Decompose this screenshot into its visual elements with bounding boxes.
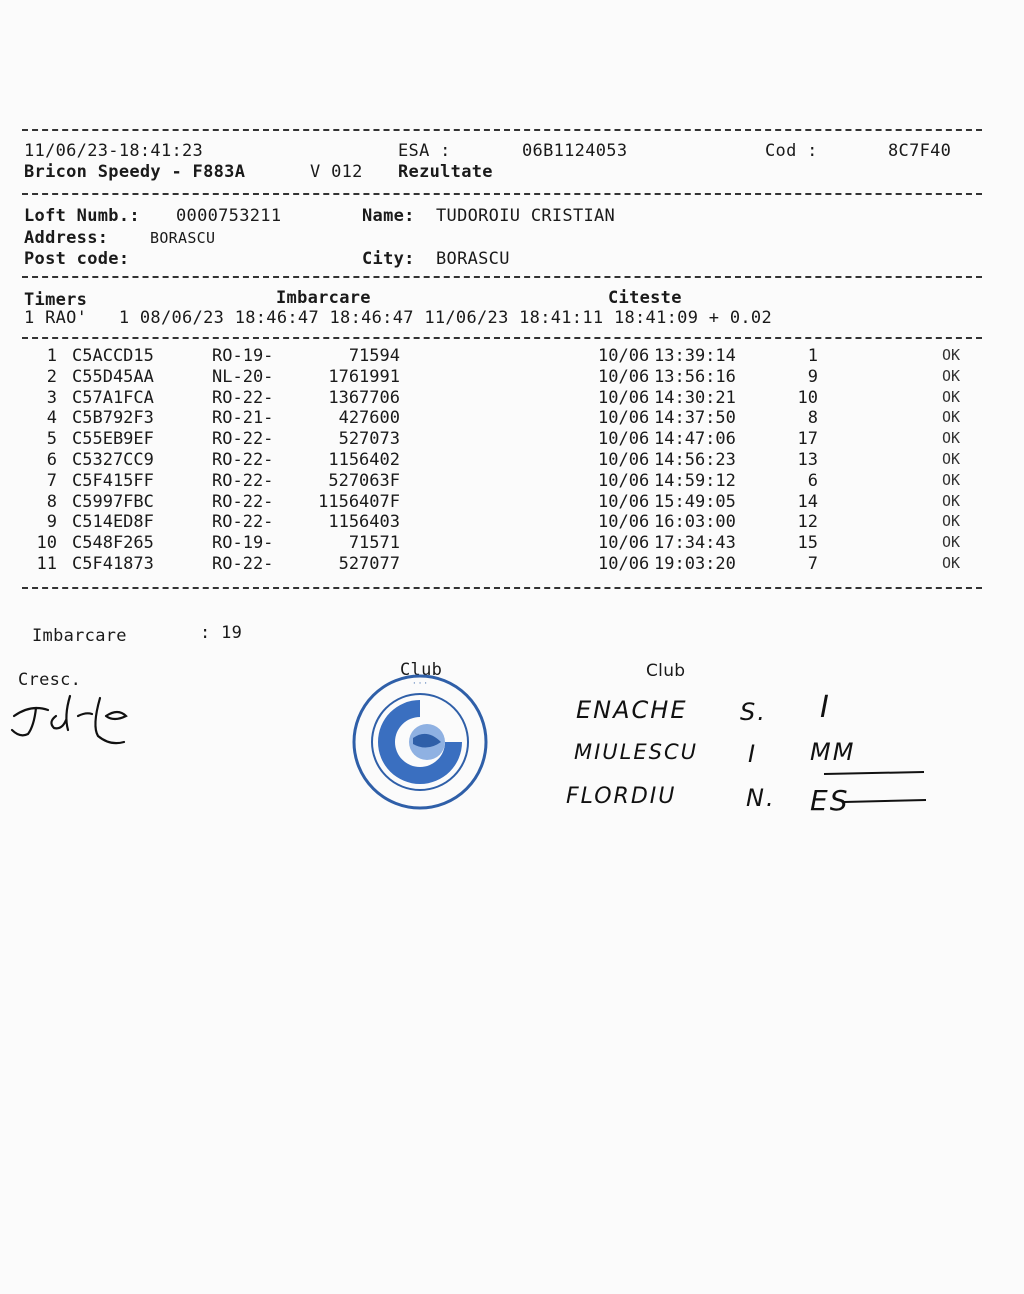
cell-country: RO-22- [212, 554, 274, 574]
member-signature: ES [810, 784, 850, 817]
cell-time: 14:59:12 [654, 470, 736, 491]
cell-n: 3 [46, 387, 57, 408]
cell-date: 10/06 [598, 512, 650, 533]
table-row [0, 471, 1024, 492]
cell-time: 14:30:21 [654, 387, 736, 408]
table-row [0, 533, 1024, 554]
member-initial: S. [740, 698, 767, 726]
cell-status: OK [942, 491, 961, 510]
name-label: Name: [362, 206, 415, 226]
table-row [0, 450, 1024, 471]
divider [22, 276, 982, 278]
table-row [0, 512, 1024, 533]
table-row [0, 429, 1024, 450]
cell-n: 7 [46, 470, 57, 491]
cell-ring: 527077 [338, 554, 400, 574]
cell-chip: C57A1FCA [72, 387, 154, 408]
device-name: Bricon Speedy - F883A [24, 162, 246, 182]
cell-country: RO-22- [212, 387, 274, 408]
cell-chip: C5F41873 [72, 554, 154, 574]
cell-country: RO-22- [212, 491, 274, 512]
member-initial: N. [746, 784, 776, 812]
city-label: City: [362, 249, 415, 269]
cell-ring: 1156407F [318, 491, 400, 512]
member-name: ENACHE [576, 696, 688, 724]
cell-chip: C5B792F3 [72, 408, 154, 429]
name-value: TUDOROIU CRISTIAN [436, 206, 616, 226]
cell-pos: 7 [807, 554, 818, 574]
cell-chip: C548F265 [72, 533, 154, 554]
cell-status: OK [942, 533, 961, 552]
member-name: MIULESCU [574, 740, 699, 764]
cell-ring: 427600 [338, 408, 400, 429]
cell-country: RO-22- [212, 470, 274, 491]
cell-date: 10/06 [598, 429, 650, 450]
cell-time: 15:49:05 [654, 491, 736, 512]
table-row [0, 346, 1024, 367]
timer-line: 1 RAO' 1 08/06/23 18:46:47 18:46:47 11/06/23 18:41:11 18:41:09 + 0.02 [24, 308, 772, 328]
member-initial: I [748, 740, 758, 768]
table-row [0, 554, 1024, 575]
esa-label: ESA : [398, 141, 451, 161]
report-mode: Rezultate [398, 162, 493, 182]
svg-text:· · ·: · · · [412, 679, 428, 689]
loft-numb-label: Loft Numb.: [24, 206, 140, 226]
cell-date: 10/06 [598, 554, 650, 574]
cell-date: 10/06 [598, 450, 650, 470]
member-signature: I [820, 690, 831, 725]
cell-time: 17:34:43 [654, 533, 736, 554]
cell-time: 14:47:06 [654, 429, 736, 450]
cell-status: OK [942, 450, 961, 468]
table-row [0, 367, 1024, 388]
cell-time: 19:03:20 [654, 554, 736, 574]
imbarcare-total-value: : 19 [200, 623, 243, 643]
city-value: BORASCU [436, 249, 510, 269]
cell-pos: 17 [797, 429, 818, 450]
breeder-signature [6, 686, 136, 756]
cell-n: 11 [36, 554, 57, 574]
cod-label: Cod : [765, 141, 818, 161]
cell-date: 10/06 [598, 346, 650, 366]
cell-date: 10/06 [598, 366, 650, 387]
cell-chip: C55EB9EF [72, 429, 154, 450]
address-value: BORASCU [150, 229, 216, 247]
cell-ring: 527073 [338, 429, 400, 450]
cell-n: 6 [46, 450, 57, 470]
cell-date: 10/06 [598, 408, 650, 429]
citeste-header: Citeste [608, 288, 682, 308]
cell-chip: C5F415FF [72, 470, 154, 491]
divider [22, 587, 982, 589]
divider [22, 337, 982, 339]
loft-numb-value: 0000753211 [176, 206, 282, 226]
cell-time: 13:39:14 [654, 346, 736, 366]
cell-n: 2 [46, 366, 57, 387]
cell-pos: 1 [807, 346, 818, 366]
cell-time: 14:56:23 [654, 450, 736, 470]
esa-value: 06B1124053 [522, 141, 628, 161]
cell-country: RO-19- [212, 533, 274, 554]
cell-ring: 1156402 [328, 450, 400, 470]
cell-country: RO-22- [212, 512, 274, 533]
cell-pos: 14 [797, 491, 818, 512]
cod-value: 8C7F40 [888, 141, 952, 161]
cell-date: 10/06 [598, 470, 650, 491]
cell-ring: 1156403 [328, 512, 400, 533]
cell-status: OK [942, 429, 961, 448]
member-signature: MM [810, 738, 856, 766]
cell-status: OK [942, 366, 961, 385]
cell-pos: 12 [797, 512, 818, 533]
member-name: FLORDIU [566, 784, 677, 809]
timers-label: Timers [24, 290, 88, 310]
cell-status: OK [942, 470, 961, 489]
cell-chip: C5ACCD15 [72, 346, 154, 366]
cell-status: OK [942, 408, 961, 427]
cell-country: RO-22- [212, 429, 274, 450]
device-version: V 012 [310, 162, 363, 182]
cell-time: 14:37:50 [654, 408, 736, 429]
table-row [0, 408, 1024, 429]
cell-country: RO-19- [212, 346, 274, 366]
cell-country: RO-22- [212, 450, 274, 470]
club-label: Club [646, 661, 686, 681]
cell-ring: 1367706 [328, 387, 400, 408]
club-stamp [345, 672, 495, 812]
table-row [0, 388, 1024, 409]
cell-country: NL-20- [212, 366, 274, 387]
cell-status: OK [942, 387, 961, 406]
cell-ring: 1761991 [328, 366, 400, 387]
postcode-label: Post code: [24, 249, 130, 269]
cell-time: 16:03:00 [654, 512, 736, 533]
cell-pos: 9 [807, 366, 818, 387]
cell-chip: C5327CC9 [72, 450, 154, 470]
cell-pos: 10 [797, 387, 818, 408]
cell-n: 1 [46, 346, 57, 366]
address-label: Address: [24, 228, 109, 248]
cell-n: 5 [46, 429, 57, 450]
cell-pos: 6 [807, 470, 818, 491]
stamp-club-label: Club [400, 660, 443, 680]
cell-time: 13:56:16 [654, 366, 736, 387]
cell-n: 9 [46, 512, 57, 533]
cell-n: 8 [46, 491, 57, 512]
cell-ring: 527063F [328, 470, 400, 491]
cell-n: 10 [36, 533, 57, 554]
cell-n: 4 [46, 408, 57, 429]
cell-status: OK [942, 346, 961, 364]
cell-chip: C55D45AA [72, 366, 154, 387]
cell-status: OK [942, 554, 961, 572]
imbarcare-total-label: Imbarcare [32, 626, 127, 646]
cell-status: OK [942, 512, 961, 531]
divider [22, 129, 982, 131]
table-row [0, 492, 1024, 513]
imbarcare-header: Imbarcare [276, 288, 371, 308]
cell-pos: 13 [797, 450, 818, 470]
divider [22, 193, 982, 195]
cell-chip: C514ED8F [72, 512, 154, 533]
cell-pos: 15 [797, 533, 818, 554]
cell-date: 10/06 [598, 387, 650, 408]
print-datetime: 11/06/23-18:41:23 [24, 141, 204, 161]
cell-date: 10/06 [598, 533, 650, 554]
cell-pos: 8 [807, 408, 818, 429]
signature-stroke [820, 760, 930, 780]
cell-chip: C5997FBC [72, 491, 154, 512]
signature-stroke [840, 790, 930, 810]
cell-ring: 71594 [348, 346, 400, 366]
cresc-label: Cresc. [18, 670, 82, 690]
cell-country: RO-21- [212, 408, 274, 429]
cell-ring: 71571 [348, 533, 400, 554]
cell-date: 10/06 [598, 491, 650, 512]
